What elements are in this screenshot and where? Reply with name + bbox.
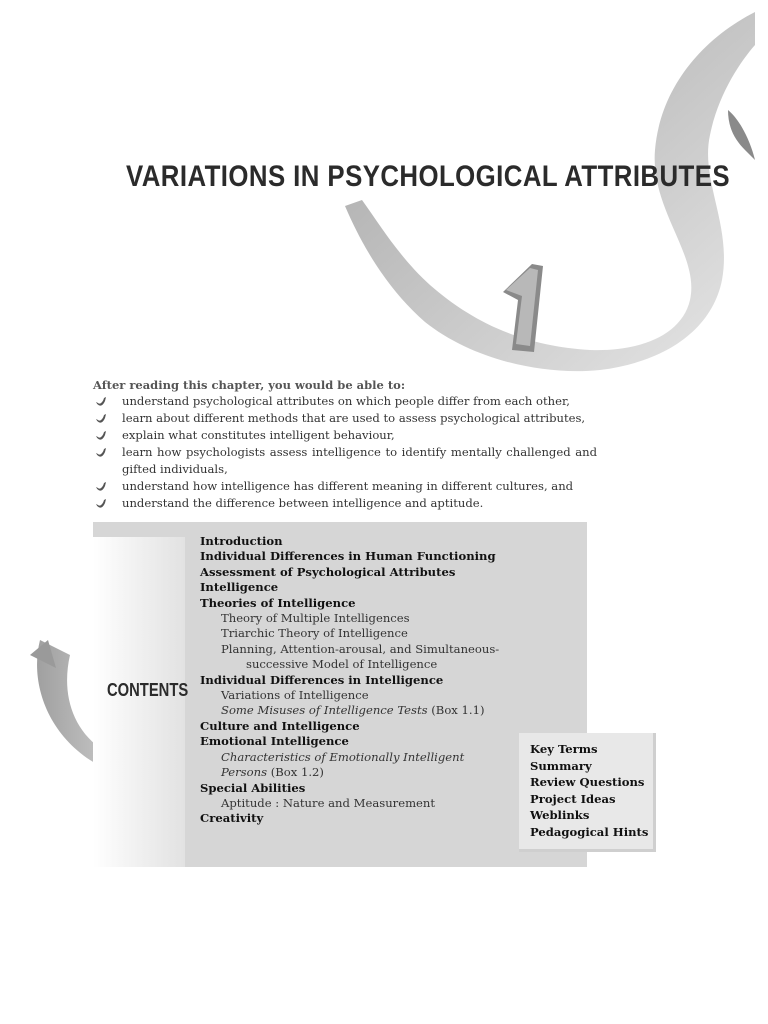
end-matter-item: Review Questions <box>530 775 645 790</box>
contents-label: CONTENTS <box>107 680 189 700</box>
tick-icon <box>94 412 108 426</box>
toc-box-ref: (Box 1.1) <box>427 703 485 718</box>
objective-item: learn how psychologists assess intelligence to identify mentally challenged and gifted individuals, <box>93 444 597 478</box>
toc-item: Culture and Intelligence <box>200 718 360 733</box>
toc-box-title: Some Misuses of Intelligence Tests <box>221 703 428 718</box>
end-matter-item: Project Ideas <box>530 791 616 806</box>
end-matter-item: Pedagogical Hints <box>530 824 649 839</box>
table-of-contents <box>200 534 530 827</box>
toc-subitem: Planning, Attention-arousal, and Simultaneous- <box>221 641 500 656</box>
toc-item: Individual Differences in Human Functioning <box>200 549 496 564</box>
toc-subitem <box>200 750 530 765</box>
toc-subitem: Theory of Multiple Intelligences <box>221 611 410 626</box>
contents-side-strip <box>93 537 185 867</box>
toc-item: Assessment of Psychological Attributes <box>200 564 456 579</box>
end-matter-item: Summary <box>530 758 592 773</box>
objective-item: explain what constitutes intelligent behaviour, <box>93 427 597 444</box>
learning-objectives <box>93 378 597 512</box>
toc-box-title: Persons <box>221 765 268 780</box>
toc-subitem: Variations of Intelligence <box>221 688 369 703</box>
toc-item: Creativity <box>200 811 264 826</box>
objective-item: learn about different methods that are used to assess psychological attributes, <box>93 410 597 427</box>
end-matter-item: Key Terms <box>530 742 598 756</box>
objective-item: understand the difference between intelligence and aptitude. <box>93 495 597 512</box>
toc-subitem: Triarchic Theory of Intelligence <box>221 626 408 641</box>
objective-item: understand how intelligence has different meaning in different cultures, and <box>93 478 597 495</box>
tick-icon <box>94 446 108 460</box>
toc-subitem <box>200 765 530 780</box>
toc-item: Individual Differences in Intelligence <box>200 672 444 687</box>
tick-icon <box>94 395 108 409</box>
toc-subitem <box>200 703 530 718</box>
toc-subitem: Aptitude : Nature and Measurement <box>221 795 436 810</box>
objectives-list <box>93 393 597 512</box>
toc-subitem-continued: successive Model of Intelligence <box>246 657 438 672</box>
toc-box-ref: (Box 1.2) <box>267 765 324 780</box>
objective-item: understand psychological attributes on which people differ from each other, <box>93 393 597 410</box>
toc-item: Theories of Intelligence <box>200 595 356 610</box>
tick-icon <box>94 429 108 443</box>
end-matter-item: Weblinks <box>530 808 590 823</box>
toc-box-title: Characteristics of Emotionally Intelligent <box>221 749 465 764</box>
objectives-heading: After reading this chapter, you would be able to: <box>93 378 406 392</box>
toc-item: Introduction <box>200 534 283 548</box>
toc-item: Special Abilities <box>200 780 306 795</box>
toc-item: Emotional Intelligence <box>200 734 349 749</box>
toc-item: Intelligence <box>200 580 279 595</box>
chapter-title: VARIATIONS IN PSYCHOLOGICAL ATTRIBUTES <box>126 160 731 193</box>
end-matter-list <box>530 741 648 841</box>
tick-icon <box>94 497 108 511</box>
tick-icon <box>94 480 108 494</box>
